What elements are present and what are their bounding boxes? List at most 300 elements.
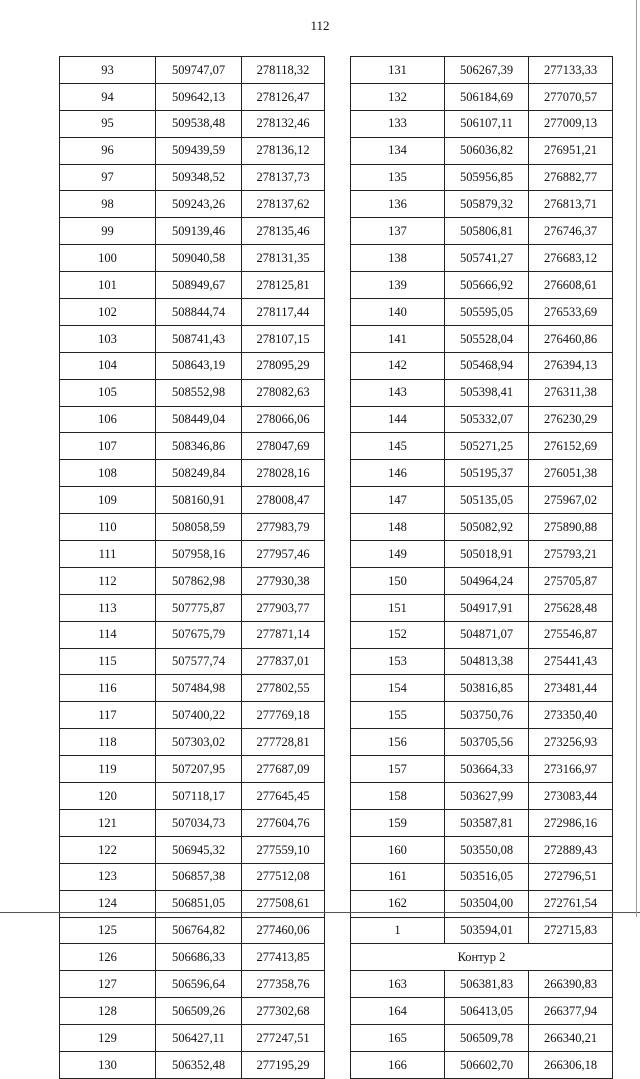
table-row — [60, 433, 325, 460]
x-coordinate-cell: 503627,99 — [445, 783, 529, 810]
x-coordinate-cell: 505135,05 — [445, 487, 529, 514]
x-coordinate-cell: 507958,16 — [156, 541, 242, 568]
y-coordinate-cell: 277009,13 — [529, 110, 613, 137]
y-coordinate-cell: 278125,81 — [242, 272, 325, 299]
y-coordinate-cell: 273083,44 — [529, 783, 613, 810]
y-coordinate-cell: 278131,35 — [242, 245, 325, 272]
x-coordinate-cell: 509243,26 — [156, 191, 242, 218]
point-number-cell: 145 — [351, 433, 445, 460]
x-coordinate-cell: 506036,82 — [445, 137, 529, 164]
table-row — [351, 621, 613, 648]
point-number-cell: 111 — [60, 541, 156, 568]
point-number-cell: 138 — [351, 245, 445, 272]
x-coordinate-cell: 506107,11 — [445, 110, 529, 137]
page-right-edge — [636, 0, 637, 917]
table-row — [60, 514, 325, 541]
table-row — [60, 971, 325, 998]
y-coordinate-cell: 278107,15 — [242, 325, 325, 352]
x-coordinate-cell: 505879,32 — [445, 191, 529, 218]
y-coordinate-cell: 275967,02 — [529, 487, 613, 514]
table-row — [60, 917, 325, 944]
y-coordinate-cell: 277070,57 — [529, 83, 613, 110]
y-coordinate-cell: 277645,45 — [242, 783, 325, 810]
point-number-cell: 106 — [60, 406, 156, 433]
y-coordinate-cell: 277460,06 — [242, 917, 325, 944]
page-number: 112 — [310, 18, 330, 33]
x-coordinate-cell: 507775,87 — [156, 594, 242, 621]
table-row — [351, 917, 613, 944]
table-row — [60, 567, 325, 594]
point-number-cell: 115 — [60, 648, 156, 675]
y-coordinate-cell: 278095,29 — [242, 352, 325, 379]
table-row — [351, 406, 613, 433]
table-row — [351, 352, 613, 379]
point-number-cell: 105 — [60, 379, 156, 406]
table-row — [60, 352, 325, 379]
y-coordinate-cell: 277728,81 — [242, 729, 325, 756]
table-row — [351, 702, 613, 729]
point-number-cell: 127 — [60, 971, 156, 998]
point-number-cell: 119 — [60, 756, 156, 783]
point-number-cell: 112 — [60, 567, 156, 594]
table-row — [351, 379, 613, 406]
table-row — [351, 675, 613, 702]
table-row — [60, 783, 325, 810]
point-number-cell: 143 — [351, 379, 445, 406]
point-number-cell: 159 — [351, 809, 445, 836]
x-coordinate-cell: 504871,07 — [445, 621, 529, 648]
point-number-cell: 132 — [351, 83, 445, 110]
x-coordinate-cell: 505806,81 — [445, 218, 529, 245]
point-number-cell: 151 — [351, 594, 445, 621]
y-coordinate-cell: 277302,68 — [242, 998, 325, 1025]
y-coordinate-cell: 275546,87 — [529, 621, 613, 648]
table-row — [60, 245, 325, 272]
table-row — [351, 809, 613, 836]
table-row — [351, 57, 613, 84]
x-coordinate-cell: 506413,05 — [445, 998, 529, 1025]
table-row — [351, 1025, 613, 1052]
point-number-cell: 107 — [60, 433, 156, 460]
x-coordinate-cell: 507577,74 — [156, 648, 242, 675]
y-coordinate-cell: 278137,73 — [242, 164, 325, 191]
point-number-cell: 162 — [351, 890, 445, 917]
point-number-cell: 101 — [60, 272, 156, 299]
x-coordinate-cell: 505195,37 — [445, 460, 529, 487]
table-row — [60, 272, 325, 299]
point-number-cell: 141 — [351, 325, 445, 352]
point-number-cell: 165 — [351, 1025, 445, 1052]
table-row — [60, 1025, 325, 1052]
point-number-cell: 150 — [351, 567, 445, 594]
table-row — [60, 621, 325, 648]
y-coordinate-cell: 277983,79 — [242, 514, 325, 541]
point-number-cell: 128 — [60, 998, 156, 1025]
x-coordinate-cell: 508058,59 — [156, 514, 242, 541]
table-row — [60, 379, 325, 406]
table-row — [351, 460, 613, 487]
x-coordinate-cell: 504964,24 — [445, 567, 529, 594]
y-coordinate-cell: 272986,16 — [529, 809, 613, 836]
x-coordinate-cell: 503550,08 — [445, 836, 529, 863]
x-coordinate-cell: 505398,41 — [445, 379, 529, 406]
y-coordinate-cell: 273350,40 — [529, 702, 613, 729]
point-number-cell: 110 — [60, 514, 156, 541]
table-row — [60, 756, 325, 783]
table-row — [60, 809, 325, 836]
table-row — [351, 218, 613, 245]
point-number-cell: 158 — [351, 783, 445, 810]
x-coordinate-cell: 504917,91 — [445, 594, 529, 621]
x-coordinate-cell: 503705,56 — [445, 729, 529, 756]
point-number-cell: 121 — [60, 809, 156, 836]
x-coordinate-cell: 505741,27 — [445, 245, 529, 272]
y-coordinate-cell: 277903,77 — [242, 594, 325, 621]
y-coordinate-cell: 277247,51 — [242, 1025, 325, 1052]
table-row — [351, 783, 613, 810]
point-number-cell: 104 — [60, 352, 156, 379]
y-coordinate-cell: 277769,18 — [242, 702, 325, 729]
y-coordinate-cell: 276813,71 — [529, 191, 613, 218]
x-coordinate-cell: 503816,85 — [445, 675, 529, 702]
table-row — [351, 433, 613, 460]
y-coordinate-cell: 276311,38 — [529, 379, 613, 406]
x-coordinate-cell: 505018,91 — [445, 541, 529, 568]
y-coordinate-cell: 266377,94 — [529, 998, 613, 1025]
point-number-cell: 108 — [60, 460, 156, 487]
point-number-cell: 140 — [351, 299, 445, 326]
table-row — [60, 164, 325, 191]
table-row — [351, 863, 613, 890]
x-coordinate-cell: 505595,05 — [445, 299, 529, 326]
y-coordinate-cell: 278135,46 — [242, 218, 325, 245]
point-number-cell: 124 — [60, 890, 156, 917]
y-coordinate-cell: 277508,61 — [242, 890, 325, 917]
y-coordinate-cell: 277358,76 — [242, 971, 325, 998]
point-number-cell: 148 — [351, 514, 445, 541]
point-number-cell: 136 — [351, 191, 445, 218]
x-coordinate-cell: 507862,98 — [156, 567, 242, 594]
point-number-cell: 153 — [351, 648, 445, 675]
y-coordinate-cell: 276051,38 — [529, 460, 613, 487]
x-coordinate-cell: 506352,48 — [156, 1051, 242, 1078]
x-coordinate-cell: 509538,48 — [156, 110, 242, 137]
point-number-cell: 98 — [60, 191, 156, 218]
x-coordinate-cell: 509439,59 — [156, 137, 242, 164]
point-number-cell: 161 — [351, 863, 445, 890]
table-row — [60, 594, 325, 621]
y-coordinate-cell: 278066,06 — [242, 406, 325, 433]
point-number-cell: 164 — [351, 998, 445, 1025]
y-coordinate-cell: 278126,47 — [242, 83, 325, 110]
y-coordinate-cell: 277512,08 — [242, 863, 325, 890]
point-number-cell: 117 — [60, 702, 156, 729]
point-number-cell: 114 — [60, 621, 156, 648]
table-row — [351, 594, 613, 621]
table-row — [60, 110, 325, 137]
table-row — [351, 998, 613, 1025]
table-row — [60, 702, 325, 729]
x-coordinate-cell: 508949,67 — [156, 272, 242, 299]
y-coordinate-cell: 272761,54 — [529, 890, 613, 917]
x-coordinate-cell: 507400,22 — [156, 702, 242, 729]
point-number-cell: 139 — [351, 272, 445, 299]
y-coordinate-cell: 275705,87 — [529, 567, 613, 594]
x-coordinate-cell: 506857,38 — [156, 863, 242, 890]
x-coordinate-cell: 507034,73 — [156, 809, 242, 836]
table-row — [60, 406, 325, 433]
table-row — [60, 541, 325, 568]
x-coordinate-cell: 503587,81 — [445, 809, 529, 836]
table-row — [60, 191, 325, 218]
point-number-cell: 97 — [60, 164, 156, 191]
table-row — [351, 567, 613, 594]
x-coordinate-cell: 506427,11 — [156, 1025, 242, 1052]
table-row — [351, 137, 613, 164]
point-number-cell: 137 — [351, 218, 445, 245]
x-coordinate-cell: 506764,82 — [156, 917, 242, 944]
y-coordinate-cell: 276683,12 — [529, 245, 613, 272]
x-coordinate-cell: 503594,01 — [445, 917, 529, 944]
table-row — [60, 863, 325, 890]
x-coordinate-cell: 507675,79 — [156, 621, 242, 648]
point-number-cell: 120 — [60, 783, 156, 810]
y-coordinate-cell: 273166,97 — [529, 756, 613, 783]
x-coordinate-cell: 509642,13 — [156, 83, 242, 110]
point-number-cell: 163 — [351, 971, 445, 998]
table-row — [351, 971, 613, 998]
x-coordinate-cell: 509348,52 — [156, 164, 242, 191]
y-coordinate-cell: 266390,83 — [529, 971, 613, 998]
x-coordinate-cell: 506267,39 — [445, 57, 529, 84]
x-coordinate-cell: 506851,05 — [156, 890, 242, 917]
table-row — [351, 756, 613, 783]
x-coordinate-cell: 508346,86 — [156, 433, 242, 460]
x-coordinate-cell: 507207,95 — [156, 756, 242, 783]
x-coordinate-cell: 508741,43 — [156, 325, 242, 352]
point-number-cell: 130 — [60, 1051, 156, 1078]
point-number-cell: 144 — [351, 406, 445, 433]
y-coordinate-cell: 277957,46 — [242, 541, 325, 568]
y-coordinate-cell: 276746,37 — [529, 218, 613, 245]
y-coordinate-cell: 273256,93 — [529, 729, 613, 756]
y-coordinate-cell: 276460,86 — [529, 325, 613, 352]
table-row — [351, 541, 613, 568]
point-number-cell: 146 — [351, 460, 445, 487]
table-row — [60, 299, 325, 326]
y-coordinate-cell: 272796,51 — [529, 863, 613, 890]
point-number-cell: 113 — [60, 594, 156, 621]
point-number-cell: 160 — [351, 836, 445, 863]
x-coordinate-cell: 505271,25 — [445, 433, 529, 460]
table-row — [60, 944, 325, 971]
point-number-cell: 123 — [60, 863, 156, 890]
x-coordinate-cell: 508643,19 — [156, 352, 242, 379]
table-row — [351, 272, 613, 299]
y-coordinate-cell: 275890,88 — [529, 514, 613, 541]
point-number-cell: 125 — [60, 917, 156, 944]
table-row — [60, 648, 325, 675]
point-number-cell: 122 — [60, 836, 156, 863]
point-number-cell: 95 — [60, 110, 156, 137]
x-coordinate-cell: 508249,84 — [156, 460, 242, 487]
point-number-cell: 131 — [351, 57, 445, 84]
contour-label: Контур 2 — [351, 944, 613, 971]
y-coordinate-cell: 266340,21 — [529, 1025, 613, 1052]
table-row — [60, 57, 325, 84]
table-row — [60, 83, 325, 110]
x-coordinate-cell: 506509,78 — [445, 1025, 529, 1052]
table-row — [351, 164, 613, 191]
y-coordinate-cell: 278008,47 — [242, 487, 325, 514]
point-number-cell: 102 — [60, 299, 156, 326]
x-coordinate-cell: 507303,02 — [156, 729, 242, 756]
table-row — [60, 325, 325, 352]
y-coordinate-cell: 272889,43 — [529, 836, 613, 863]
table-row — [351, 729, 613, 756]
point-number-cell: 116 — [60, 675, 156, 702]
y-coordinate-cell: 275628,48 — [529, 594, 613, 621]
x-coordinate-cell: 507118,17 — [156, 783, 242, 810]
x-coordinate-cell: 503504,00 — [445, 890, 529, 917]
point-number-cell: 133 — [351, 110, 445, 137]
x-coordinate-cell: 506945,32 — [156, 836, 242, 863]
table-row — [60, 729, 325, 756]
x-coordinate-cell: 506184,69 — [445, 83, 529, 110]
y-coordinate-cell: 276882,77 — [529, 164, 613, 191]
point-number-cell: 94 — [60, 83, 156, 110]
y-coordinate-cell: 275793,21 — [529, 541, 613, 568]
point-number-cell: 1 — [351, 917, 445, 944]
table-row — [60, 1051, 325, 1078]
y-coordinate-cell: 277604,76 — [242, 809, 325, 836]
point-number-cell: 154 — [351, 675, 445, 702]
x-coordinate-cell: 506602,70 — [445, 1051, 529, 1078]
y-coordinate-cell: 278136,12 — [242, 137, 325, 164]
y-coordinate-cell: 278137,62 — [242, 191, 325, 218]
y-coordinate-cell: 278082,63 — [242, 379, 325, 406]
page-bottom-edge — [0, 912, 640, 913]
x-coordinate-cell: 505956,85 — [445, 164, 529, 191]
x-coordinate-cell: 505082,92 — [445, 514, 529, 541]
x-coordinate-cell: 506596,64 — [156, 971, 242, 998]
x-coordinate-cell: 508160,91 — [156, 487, 242, 514]
y-coordinate-cell: 277871,14 — [242, 621, 325, 648]
y-coordinate-cell: 277559,10 — [242, 836, 325, 863]
y-coordinate-cell: 276152,69 — [529, 433, 613, 460]
table-row — [351, 325, 613, 352]
point-number-cell: 149 — [351, 541, 445, 568]
x-coordinate-cell: 503516,05 — [445, 863, 529, 890]
table-row — [60, 137, 325, 164]
y-coordinate-cell: 273481,44 — [529, 675, 613, 702]
table-row — [60, 487, 325, 514]
table-row — [60, 460, 325, 487]
y-coordinate-cell: 276394,13 — [529, 352, 613, 379]
contour-header-row — [351, 944, 613, 971]
x-coordinate-cell: 505528,04 — [445, 325, 529, 352]
point-number-cell: 135 — [351, 164, 445, 191]
table-row — [351, 648, 613, 675]
point-number-cell: 147 — [351, 487, 445, 514]
table-row — [351, 836, 613, 863]
table-row — [351, 299, 613, 326]
x-coordinate-cell: 508552,98 — [156, 379, 242, 406]
coordinates-table-right — [350, 56, 613, 1079]
y-coordinate-cell: 278117,44 — [242, 299, 325, 326]
x-coordinate-cell: 508449,04 — [156, 406, 242, 433]
y-coordinate-cell: 276951,21 — [529, 137, 613, 164]
table-row — [60, 836, 325, 863]
coordinates-table-left — [59, 56, 325, 1079]
table-row — [351, 83, 613, 110]
y-coordinate-cell: 277195,29 — [242, 1051, 325, 1078]
y-coordinate-cell: 278132,46 — [242, 110, 325, 137]
y-coordinate-cell: 277413,85 — [242, 944, 325, 971]
y-coordinate-cell: 278118,32 — [242, 57, 325, 84]
x-coordinate-cell: 503664,33 — [445, 756, 529, 783]
y-coordinate-cell: 266306,18 — [529, 1051, 613, 1078]
table-row — [60, 675, 325, 702]
point-number-cell: 126 — [60, 944, 156, 971]
x-coordinate-cell: 504813,38 — [445, 648, 529, 675]
table-row — [351, 110, 613, 137]
x-coordinate-cell: 509139,46 — [156, 218, 242, 245]
table-row — [60, 998, 325, 1025]
point-number-cell: 99 — [60, 218, 156, 245]
point-number-cell: 118 — [60, 729, 156, 756]
table-row — [351, 487, 613, 514]
y-coordinate-cell: 277837,01 — [242, 648, 325, 675]
y-coordinate-cell: 277687,09 — [242, 756, 325, 783]
x-coordinate-cell: 507484,98 — [156, 675, 242, 702]
y-coordinate-cell: 276608,61 — [529, 272, 613, 299]
y-coordinate-cell: 277133,33 — [529, 57, 613, 84]
x-coordinate-cell: 508844,74 — [156, 299, 242, 326]
point-number-cell: 134 — [351, 137, 445, 164]
point-number-cell: 157 — [351, 756, 445, 783]
x-coordinate-cell: 506381,83 — [445, 971, 529, 998]
y-coordinate-cell: 275441,43 — [529, 648, 613, 675]
y-coordinate-cell: 277930,38 — [242, 567, 325, 594]
point-number-cell: 155 — [351, 702, 445, 729]
x-coordinate-cell: 505666,92 — [445, 272, 529, 299]
point-number-cell: 156 — [351, 729, 445, 756]
point-number-cell: 152 — [351, 621, 445, 648]
table-row — [351, 1051, 613, 1078]
point-number-cell: 129 — [60, 1025, 156, 1052]
point-number-cell: 166 — [351, 1051, 445, 1078]
y-coordinate-cell: 278047,69 — [242, 433, 325, 460]
x-coordinate-cell: 509747,07 — [156, 57, 242, 84]
x-coordinate-cell: 506686,33 — [156, 944, 242, 971]
table-row — [351, 245, 613, 272]
x-coordinate-cell: 503750,76 — [445, 702, 529, 729]
point-number-cell: 103 — [60, 325, 156, 352]
point-number-cell: 96 — [60, 137, 156, 164]
table-row — [351, 191, 613, 218]
point-number-cell: 100 — [60, 245, 156, 272]
table-row — [351, 514, 613, 541]
point-number-cell: 109 — [60, 487, 156, 514]
y-coordinate-cell: 276230,29 — [529, 406, 613, 433]
point-number-cell: 142 — [351, 352, 445, 379]
y-coordinate-cell: 272715,83 — [529, 917, 613, 944]
x-coordinate-cell: 506509,26 — [156, 998, 242, 1025]
y-coordinate-cell: 277802,55 — [242, 675, 325, 702]
x-coordinate-cell: 509040,58 — [156, 245, 242, 272]
x-coordinate-cell: 505468,94 — [445, 352, 529, 379]
